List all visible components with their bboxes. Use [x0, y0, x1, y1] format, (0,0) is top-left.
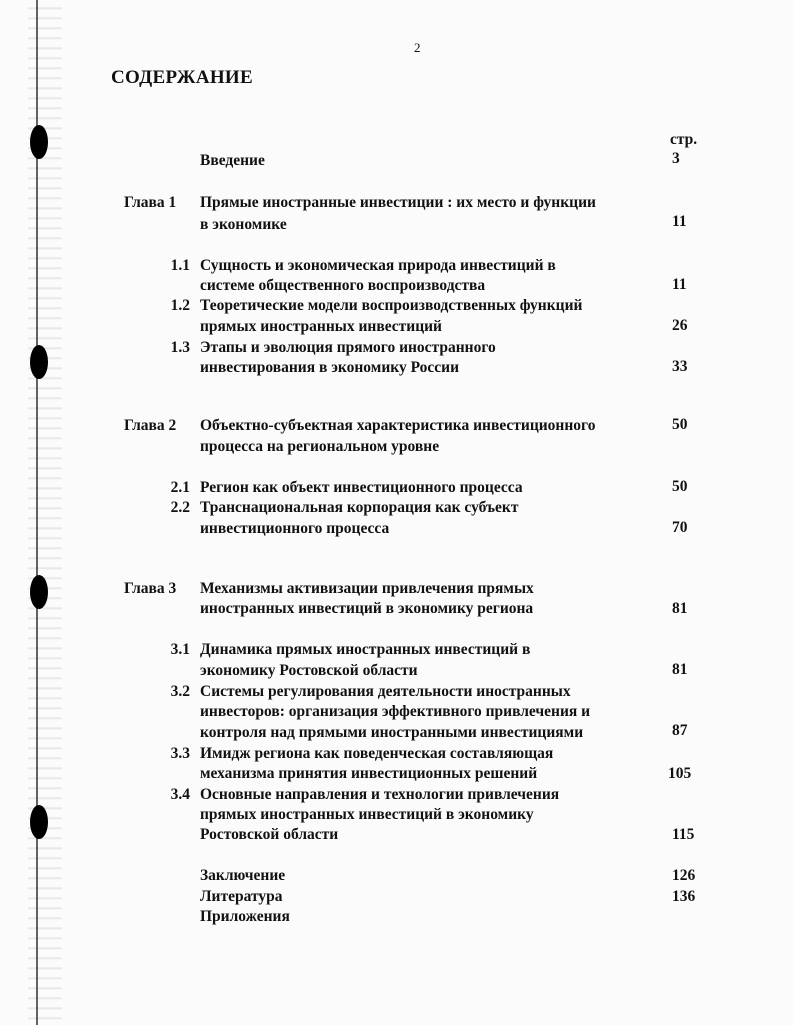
toc-chapter-page: 50 — [672, 416, 688, 433]
toc-section-number: 3.3 — [170, 745, 190, 762]
toc-section-title: Динамика прямых иностранных инвестиций в — [200, 641, 531, 658]
toc-section-number: 1.2 — [170, 297, 190, 314]
toc-section-title: Основные направления и технологии привлечения — [200, 786, 560, 803]
toc-section-title: Теоретические модели воспроизводственных функций — [200, 297, 583, 314]
punch-hole — [30, 805, 48, 839]
toc-section-page: 26 — [672, 317, 688, 334]
toc-chapter-title: Механизмы активизации привлечения прямых — [200, 580, 534, 597]
toc-section-page: 70 — [672, 519, 688, 536]
toc-section-number: 3.4 — [170, 786, 190, 803]
toc-section-number: 3.2 — [170, 683, 190, 700]
toc-section-page: 50 — [672, 478, 688, 495]
page-column-header: стр. — [670, 131, 698, 148]
toc-section-number: 3.1 — [170, 641, 190, 658]
toc-intro-page: 3 — [672, 150, 680, 167]
toc-section-title: инвестирования в экономику России — [200, 359, 460, 376]
toc-intro-title: Введение — [200, 152, 265, 169]
toc-section-title: механизма принятия инвестиционных решений — [200, 765, 538, 782]
toc-section-title: инвестиционного процесса — [200, 520, 390, 537]
toc-section-page: 105 — [668, 765, 692, 782]
toc-conclusion-page: 126 — [672, 867, 696, 884]
toc-section-title: контроля над прямыми иностранными инвестициями — [200, 724, 584, 741]
page-title: СОДЕРЖАНИЕ — [111, 67, 253, 88]
toc-section-number: 2.2 — [170, 499, 190, 516]
toc-section-page: 115 — [672, 826, 695, 843]
toc-appendix-title: Приложения — [200, 908, 290, 925]
toc-chapter-title: Объектно-субъектная характеристика инвестиционного — [200, 417, 596, 434]
toc-section-title: Системы регулирования деятельности иностранных — [200, 683, 571, 700]
toc-section-page: 87 — [672, 722, 688, 739]
toc-section-page: 33 — [672, 358, 688, 375]
toc-chapter-page: 11 — [672, 213, 687, 230]
toc-section-number: 1.1 — [170, 257, 190, 274]
punch-hole — [30, 125, 48, 159]
toc-chapter-label: Глава 1 — [124, 194, 177, 211]
toc-section-title: прямых иностранных инвестиций — [200, 318, 442, 335]
toc-chapter-title: процесса на региональном уровне — [200, 438, 440, 455]
toc-chapter-label: Глава 2 — [124, 417, 177, 434]
toc-section-page: 11 — [672, 276, 687, 293]
toc-section-number: 2.1 — [170, 479, 190, 496]
toc-section-title: Транснациональная корпорация как субъект — [200, 499, 519, 516]
toc-section-title: системе общественного воспроизводства — [200, 277, 486, 294]
toc-section-title: прямых иностранных инвестиций в экономику — [200, 806, 534, 823]
toc-section-title: Ростовской области — [200, 826, 339, 843]
toc-section-title: Этапы и эволюция прямого иностранного — [200, 339, 496, 356]
toc-section-title: инвесторов: организация эффективного привлечения и — [200, 703, 591, 720]
toc-literature-title: Литература — [200, 888, 283, 905]
punch-hole — [30, 345, 48, 379]
page-number: 2 — [414, 40, 421, 55]
toc-section-number: 1.3 — [170, 339, 190, 356]
toc-chapter-title: в экономике — [200, 216, 287, 233]
toc-section-title: экономику Ростовской области — [200, 662, 418, 679]
toc-section-title: Сущность и экономическая природа инвестиций в — [200, 257, 556, 274]
punch-hole — [30, 575, 48, 609]
toc-chapter-page: 81 — [672, 600, 688, 617]
toc-section-page: 81 — [672, 661, 688, 678]
toc-conclusion-title: Заключение — [200, 867, 286, 884]
toc-literature-page: 136 — [672, 888, 696, 905]
toc-chapter-title: иностранных инвестиций в экономику региона — [200, 600, 534, 617]
toc-chapter-title: Прямые иностранные инвестиции : их место и функции — [200, 194, 596, 211]
toc-section-title: Регион как объект инвестиционного процесса — [200, 479, 523, 496]
toc-section-title: Имидж региона как поведенческая составляющая — [200, 745, 554, 762]
toc-chapter-label: Глава 3 — [124, 580, 177, 597]
